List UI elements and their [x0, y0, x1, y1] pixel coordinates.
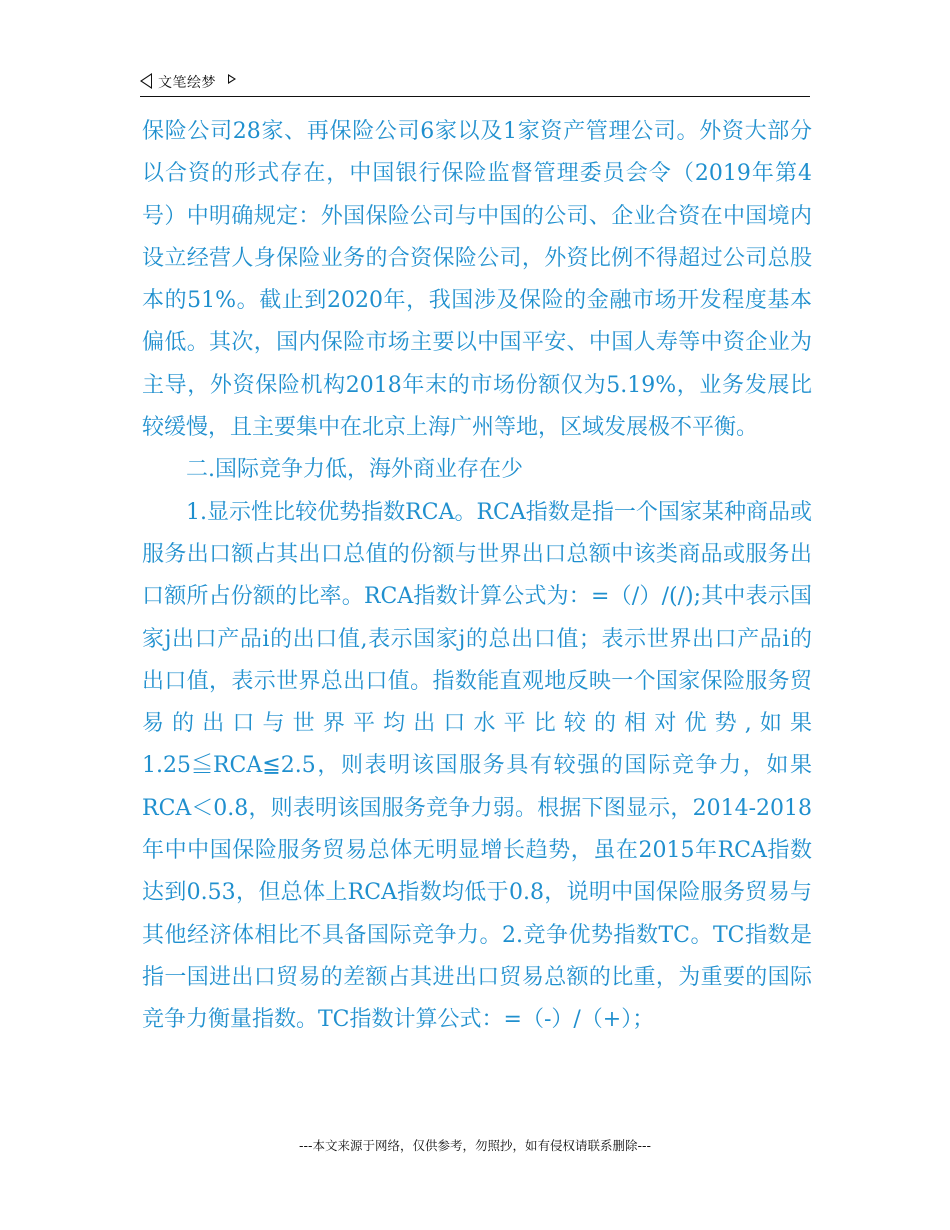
header-divider	[140, 96, 810, 97]
triangle-left-icon	[140, 73, 152, 89]
paragraph-continued: 保险公司28家、再保险公司6家以及1家资产管理公司。外资大部分以合资的形式存在，中国银行保险监督管理委员会令（2019年第4号）中明确规定：外国保险公司与中国的公司、企业合资在中国境内设立经营人身保险业务的合资保险公司，外资比例不得超过公司总股本的51%。截止到2020年，我国涉及保险的金融市场开发程度基本偏低。其次，国内保险市场主要以中国平安、中国人寿等中资企业为主导，外资保险机构2018年末的市场份额仅为5.19%，业务发展比较缓慢，且主要集中在北京上海广州等地，区域发展极不平衡。	[142, 119, 812, 441]
document-body	[142, 111, 812, 1042]
paragraph-rca: 1.显示性比较优势指数RCA。RCA指数是指一个国家某种商品或服务出口额占其出口总值的份额与世界出口总额中该类商品或服务出口额所占份额的比率。RCA指数计算公式为：=（/）/(/);其中表示国家j出口产品i的出口值,表示国家j的总出口值；表示世界出口产品i的出口值，表示世界总出口值。指数能直观地反映一个国家保险服务贸易的出口与世界平均出口水平比较的相对优势,如果1.25≦RCA≦2.5，则表明该国服务具有较强的国际竞争力，如果RCA＜0.8，则表明该国服务竞争力弱。根据下图显示，2014-2018年中中国保险服务贸易总体无明显增长趋势，虽在2015年RCA指数达到0.53，但总体上RCA指数均低于0.8，说明中国保险服务贸易与其他经济体相比不具备国际竞争力。2.竞争优势指数TC。TC指数是指一国进出口贸易的差额占其进出口贸易总额的比重，为重要的国际竞争力衡量指数。TC指数计算公式：=（-）/（+）；	[142, 499, 812, 1033]
section-heading: 二.国际竞争力低，海外商业存在少	[186, 457, 523, 483]
triangle-right-icon	[228, 74, 236, 84]
header-brand: 文笔绘梦	[158, 75, 216, 91]
page-header	[140, 70, 810, 96]
page-footer: ---本文来源于网络，仅供参考，勿照抄，如有侵权请联系删除---	[298, 1138, 652, 1153]
